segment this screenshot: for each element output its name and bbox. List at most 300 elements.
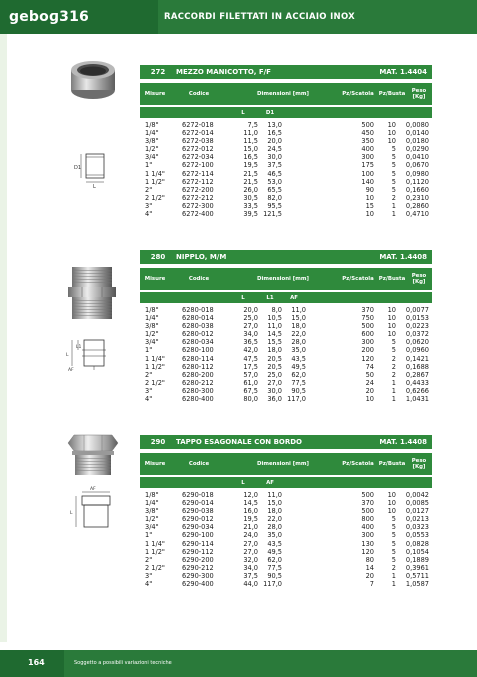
cell-dim-af: 22,0 [291,330,306,339]
cell-dim-af: 18,0 [291,322,306,331]
cell-pz-scatola: 600 [361,330,374,339]
cell-pz-busta: 5 [391,523,396,532]
cell-dim-af: 22,0 [267,515,282,524]
cell-pz-busta: 10 [387,306,396,314]
hex-plug-photo [66,425,120,479]
cell-pz-busta: 5 [391,531,396,540]
col-misure: Misure [144,276,166,282]
half-coupling-photo [62,56,124,104]
cell-dimensions [228,580,338,588]
cell-pz-busta: 2 [391,362,396,371]
cell-codice: 6272-038 [182,137,214,146]
cell-dim-l: 19,5 [243,161,258,170]
cell-dim-l: 27,0 [243,539,258,548]
cell-codice: 6272-034 [182,153,214,162]
cell-dim-l1: 11,0 [267,322,282,331]
svg-text:AF: AF [68,368,74,372]
col-peso: Peso [Kg] [411,273,427,285]
cell-pz-scatola: 400 [361,145,374,154]
col-pz-busta: Pz/Busta [378,461,406,467]
cell-codice: 6280-112 [182,362,214,371]
dimension-subheaders [140,107,432,118]
cell-pz-scatola: 350 [361,137,374,146]
table-row [140,580,432,588]
cell-codice: 6280-400 [182,395,214,404]
cell-dim-d1: 13,0 [267,121,282,129]
cell-pz-busta: 5 [391,338,396,347]
cell-dimensions [228,314,338,322]
cell-pz-scatola: 120 [361,547,374,556]
cell-peso: 0,1054 [405,547,429,556]
side-strip [0,34,7,642]
cell-pz-busta: 5 [391,161,396,170]
cell-codice: 6272-300 [182,201,214,210]
table-row [140,194,432,202]
cell-dim-l1: 20,5 [267,362,282,371]
cell-misure: 1/8" [145,121,159,129]
table-row [140,202,432,210]
cell-dim-l: 30,5 [243,193,258,202]
cell-pz-busta: 10 [387,507,396,516]
table-row [140,556,432,564]
section-280 [140,250,432,403]
cell-pz-scatola: 500 [361,121,374,129]
cell-dimensions [228,129,338,137]
dimension-subheaders [140,477,432,488]
cell-dimensions [228,507,338,515]
cell-dim-l: 24,0 [243,531,258,540]
nipple-photo [64,263,120,325]
cell-peso: 0,0372 [405,330,429,339]
cell-dimensions [228,548,338,556]
cell-misure: 1/4" [145,314,159,323]
table-body [140,121,432,218]
cell-misure: 3/4" [145,153,159,162]
cell-codice: 6290-212 [182,563,214,572]
cell-pz-scatola: 400 [361,523,374,532]
cell-pz-scatola: 800 [361,515,374,524]
cell-dim-l: 21,5 [243,169,258,178]
cell-dim-l: 17,5 [243,362,258,371]
col-misure: Misure [144,461,166,467]
footer-bar [0,650,477,677]
cell-dimensions [228,499,338,507]
cell-peso: 0,0323 [405,523,429,532]
cell-dim-l: 15,0 [243,145,258,154]
cell-dim-af: 117,0 [263,580,282,589]
section-number: 280 [150,253,166,261]
cell-dim-l: 12,0 [243,491,258,499]
half-coupling-diagram [72,148,112,188]
cell-dim-l: 16,5 [243,153,258,162]
cell-misure: 4" [145,580,153,589]
cell-dimensions [228,194,338,202]
cell-pz-busta: 5 [391,346,396,355]
cell-peso: 0,0180 [405,137,429,146]
cell-pz-scatola: 14 [365,563,374,572]
cell-dim-d1: 53,0 [267,177,282,186]
cell-pz-busta: 2 [391,370,396,379]
cell-codice: 6280-014 [182,314,214,323]
cell-codice: 6280-018 [182,306,214,314]
cell-dim-af: 18,0 [267,507,282,516]
table-body [140,306,432,403]
cell-dim-l: 21,0 [243,523,258,532]
cell-dimensions [228,121,338,129]
cell-codice: 6280-038 [182,322,214,331]
col-misure: Misure [144,91,166,97]
table-row [140,572,432,580]
cell-dimensions [228,346,338,354]
table-row [140,314,432,322]
cell-dim-af: 43,5 [291,354,306,363]
cell-dim-l: 20,0 [243,306,258,314]
cell-pz-busta: 10 [387,129,396,138]
cell-dim-af: 90,5 [291,386,306,395]
cell-dim-l: 27,0 [243,322,258,331]
cell-peso: 0,0140 [405,129,429,138]
cell-dim-l: 21,5 [243,177,258,186]
cell-dim-l: 37,5 [243,571,258,580]
dimension-subheaders [140,292,432,303]
cell-dim-l: 7,5 [247,121,258,129]
cell-codice: 6290-400 [182,580,214,589]
cell-pz-scatola: 500 [361,507,374,516]
cell-peso: 0,0410 [405,153,429,162]
cell-misure: 2 1/2" [145,378,165,387]
table-row [140,338,432,346]
cell-pz-scatola: 500 [361,322,374,331]
cell-misure: 2 1/2" [145,563,165,572]
cell-dimensions [228,338,338,346]
nipple-diagram [60,338,120,372]
cell-dim-l: 26,0 [243,185,258,194]
cell-dim-af: 62,0 [291,370,306,379]
cell-pz-scatola: 300 [361,153,374,162]
cell-pz-scatola: 50 [365,370,374,379]
cell-dim-l: 34,0 [243,563,258,572]
cell-dimensions [228,137,338,145]
col-pz-busta: Pz/Busta [378,276,406,282]
col-pz-scatola: Pz/Scatola [342,461,374,467]
cell-peso: 0,4433 [405,378,429,387]
cell-pz-scatola: 10 [365,193,374,202]
cell-peso: 0,0960 [405,346,429,355]
cell-pz-scatola: 10 [365,210,374,219]
cell-pz-busta: 10 [387,499,396,508]
table-row [140,540,432,548]
subcol-l: L [241,294,245,301]
cell-codice: 6290-038 [182,507,214,516]
cell-codice: 6290-112 [182,547,214,556]
cell-pz-busta: 2 [391,354,396,363]
cell-peso: 0,0828 [405,539,429,548]
cell-codice: 6272-014 [182,129,214,138]
cell-dim-d1: 37,5 [267,161,282,170]
cell-dimensions [228,170,338,178]
cell-dimensions [228,523,338,531]
cell-dim-l: 67,5 [243,386,258,395]
cell-peso: 0,0085 [405,499,429,508]
cell-pz-busta: 5 [391,145,396,154]
cell-misure: 1/8" [145,491,159,499]
cell-dim-af: 35,0 [291,346,306,355]
svg-text:L: L [66,353,69,358]
cell-peso: 1,0431 [405,395,429,404]
cell-dim-af: 117,0 [287,395,306,404]
cell-dim-l1: 27,0 [267,378,282,387]
subcol-d1: D1 [265,109,275,116]
table-row [140,515,432,523]
cell-pz-scatola: 10 [365,395,374,404]
col-dimensioni: Dimensioni [mm] [257,91,309,97]
cell-pz-scatola: 300 [361,531,374,540]
cell-misure: 4" [145,210,153,219]
cell-dimensions [228,153,338,161]
cell-dim-l: 80,0 [243,395,258,404]
cell-pz-scatola: 80 [365,555,374,564]
cell-dimensions [228,161,338,169]
cell-peso: 0,0077 [405,306,429,314]
cell-dim-l: 42,0 [243,346,258,355]
cell-dim-l: 44,0 [243,580,258,589]
cell-misure: 3/8" [145,322,159,331]
cell-misure: 3" [145,201,153,210]
cell-dim-l: 61,0 [243,378,258,387]
cell-pz-scatola: 300 [361,338,374,347]
diagram-label-d1: D1 [74,165,82,171]
cell-pz-busta: 1 [391,378,396,387]
section-material: MAT. 1.4408 [379,438,427,446]
cell-dimensions [228,387,338,395]
cell-codice: 6272-012 [182,145,214,154]
table-row [140,564,432,572]
cell-dimensions [228,395,338,403]
cell-dimensions [228,322,338,330]
cell-peso: 0,0127 [405,507,429,516]
cell-peso: 0,0980 [405,169,429,178]
col-dimensioni: Dimensioni [mm] [257,276,309,282]
cell-dim-af: 49,5 [267,547,282,556]
cell-pz-busta: 10 [387,137,396,146]
cell-misure: 1 1/4" [145,169,165,178]
cell-codice: 6290-114 [182,539,214,548]
cell-dim-l: 47,5 [243,354,258,363]
cell-dim-l: 11,5 [243,137,258,146]
table-row [140,491,432,499]
table-row [140,322,432,330]
cell-dim-d1: 46,5 [267,169,282,178]
cell-pz-scatola: 500 [361,491,374,499]
cell-misure: 2" [145,555,153,564]
cell-misure: 1 1/4" [145,539,165,548]
cell-codice: 6272-112 [182,177,214,186]
section-name: TAPPO ESAGONALE CON BORDO [176,438,303,446]
table-row [140,137,432,145]
cell-dim-af: 28,0 [291,338,306,347]
cell-dim-af: 15,0 [291,314,306,323]
cell-dimensions [228,556,338,564]
cell-pz-scatola: 130 [361,539,374,548]
table-row [140,499,432,507]
table-row [140,346,432,354]
cell-misure: 1/2" [145,515,159,524]
col-pz-busta: Pz/Busta [378,91,406,97]
cell-misure: 1 1/2" [145,547,165,556]
table-row [140,355,432,363]
cell-codice: 6272-200 [182,185,214,194]
cell-peso: 0,0080 [405,121,429,129]
subcol-l: L [241,109,245,116]
cell-codice: 6290-200 [182,555,214,564]
cell-pz-scatola: 370 [361,499,374,508]
cell-pz-scatola: 100 [361,169,374,178]
cell-misure: 1 1/4" [145,354,165,363]
cell-pz-scatola: 20 [365,571,374,580]
cell-pz-scatola: 15 [365,201,374,210]
cell-dim-l: 19,5 [243,515,258,524]
table-row [140,363,432,371]
cell-dim-af: 15,0 [267,499,282,508]
cell-pz-busta: 10 [387,330,396,339]
cell-pz-busta: 5 [391,169,396,178]
cell-misure: 3" [145,571,153,580]
section-header [140,435,432,449]
brand-logo: geboɡ316 [9,9,90,25]
cell-dim-af: 35,0 [267,531,282,540]
cell-pz-busta: 10 [387,491,396,499]
column-headers [140,83,432,105]
cell-misure: 1" [145,161,153,170]
cell-misure: 1/4" [145,129,159,138]
cell-peso: 0,0153 [405,314,429,323]
column-headers [140,453,432,475]
col-codice: Codice [188,276,210,282]
page-title: RACCORDI FILETTATI IN ACCIAIO INOX [164,12,356,22]
cell-pz-busta: 5 [391,515,396,524]
cell-pz-scatola: 90 [365,185,374,194]
cell-peso: 0,4710 [405,210,429,219]
cell-pz-scatola: 450 [361,129,374,138]
table-row [140,306,432,314]
cell-peso: 0,0223 [405,322,429,331]
cell-codice: 6280-200 [182,370,214,379]
cell-misure: 3/8" [145,137,159,146]
cell-codice: 6290-014 [182,499,214,508]
cell-peso: 1,0587 [405,580,429,589]
cell-pz-busta: 5 [391,185,396,194]
cell-codice: 6280-212 [182,378,214,387]
cell-pz-busta: 2 [391,193,396,202]
svg-text:AF: AF [90,487,96,492]
diagram-label-l: L [93,184,96,188]
table-row [140,153,432,161]
cell-dim-l: 57,0 [243,370,258,379]
cell-dim-d1: 24,5 [267,145,282,154]
cell-pz-busta: 1 [391,395,396,404]
cell-pz-busta: 1 [391,571,396,580]
footer-note: Soggetto a possibili variazioni tecniche [74,660,172,666]
cell-dimensions [228,540,338,548]
cell-codice: 6280-300 [182,386,214,395]
hex-plug-diagram [64,484,120,534]
cell-peso: 0,1660 [405,185,429,194]
cell-peso: 0,3961 [405,563,429,572]
cell-pz-scatola: 750 [361,314,374,323]
cell-codice: 6272-114 [182,169,214,178]
table-row [140,387,432,395]
table-row [140,178,432,186]
col-dimensioni: Dimensioni [mm] [257,461,309,467]
cell-pz-scatola: 74 [365,362,374,371]
cell-misure: 1/4" [145,499,159,508]
cell-pz-busta: 10 [387,121,396,129]
cell-peso: 0,0290 [405,145,429,154]
cell-dim-d1: 30,0 [267,153,282,162]
cell-misure: 1" [145,531,153,540]
cell-peso: 0,1421 [405,354,429,363]
cell-codice: 6272-212 [182,193,214,202]
cell-pz-busta: 2 [391,563,396,572]
cell-dim-l1: 20,5 [267,354,282,363]
cell-dimensions [228,145,338,153]
cell-dimensions [228,210,338,218]
table-row [140,548,432,556]
cell-codice: 6280-012 [182,330,214,339]
cell-pz-busta: 1 [391,580,396,589]
cell-misure: 3/4" [145,338,159,347]
col-codice: Codice [188,461,210,467]
cell-misure: 2 1/2" [145,193,165,202]
cell-misure: 2" [145,185,153,194]
cell-peso: 0,0670 [405,161,429,170]
cell-dim-l: 33,5 [243,201,258,210]
cell-peso: 0,1688 [405,362,429,371]
cell-dim-l1: 36,0 [267,395,282,404]
section-header [140,65,432,79]
cell-dim-l: 14,5 [243,499,258,508]
cell-dim-d1: 82,0 [267,193,282,202]
cell-dim-af: 43,5 [267,539,282,548]
cell-pz-scatola: 20 [365,386,374,395]
col-pz-scatola: Pz/Scatola [342,91,374,97]
cell-codice: 6272-400 [182,210,214,219]
cell-dimensions [228,330,338,338]
table-row [140,531,432,539]
cell-misure: 1/2" [145,145,159,154]
cell-pz-busta: 1 [391,210,396,219]
cell-peso: 0,1120 [405,177,429,186]
cell-peso: 0,0042 [405,491,429,499]
cell-misure: 1" [145,346,153,355]
cell-dim-l1: 25,0 [267,370,282,379]
section-header [140,250,432,264]
cell-dimensions [228,572,338,580]
table-row [140,145,432,153]
cell-codice: 6272-100 [182,161,214,170]
cell-dim-l: 36,5 [243,338,258,347]
cell-pz-busta: 5 [391,539,396,548]
cell-peso: 0,0213 [405,515,429,524]
table-row [140,371,432,379]
cell-dimensions [228,379,338,387]
cell-dim-d1: 20,0 [267,137,282,146]
cell-peso: 0,0553 [405,531,429,540]
cell-dim-l1: 30,0 [267,386,282,395]
cell-codice: 6280-114 [182,354,214,363]
cell-dim-af: 28,0 [267,523,282,532]
cell-pz-scatola: 120 [361,354,374,363]
